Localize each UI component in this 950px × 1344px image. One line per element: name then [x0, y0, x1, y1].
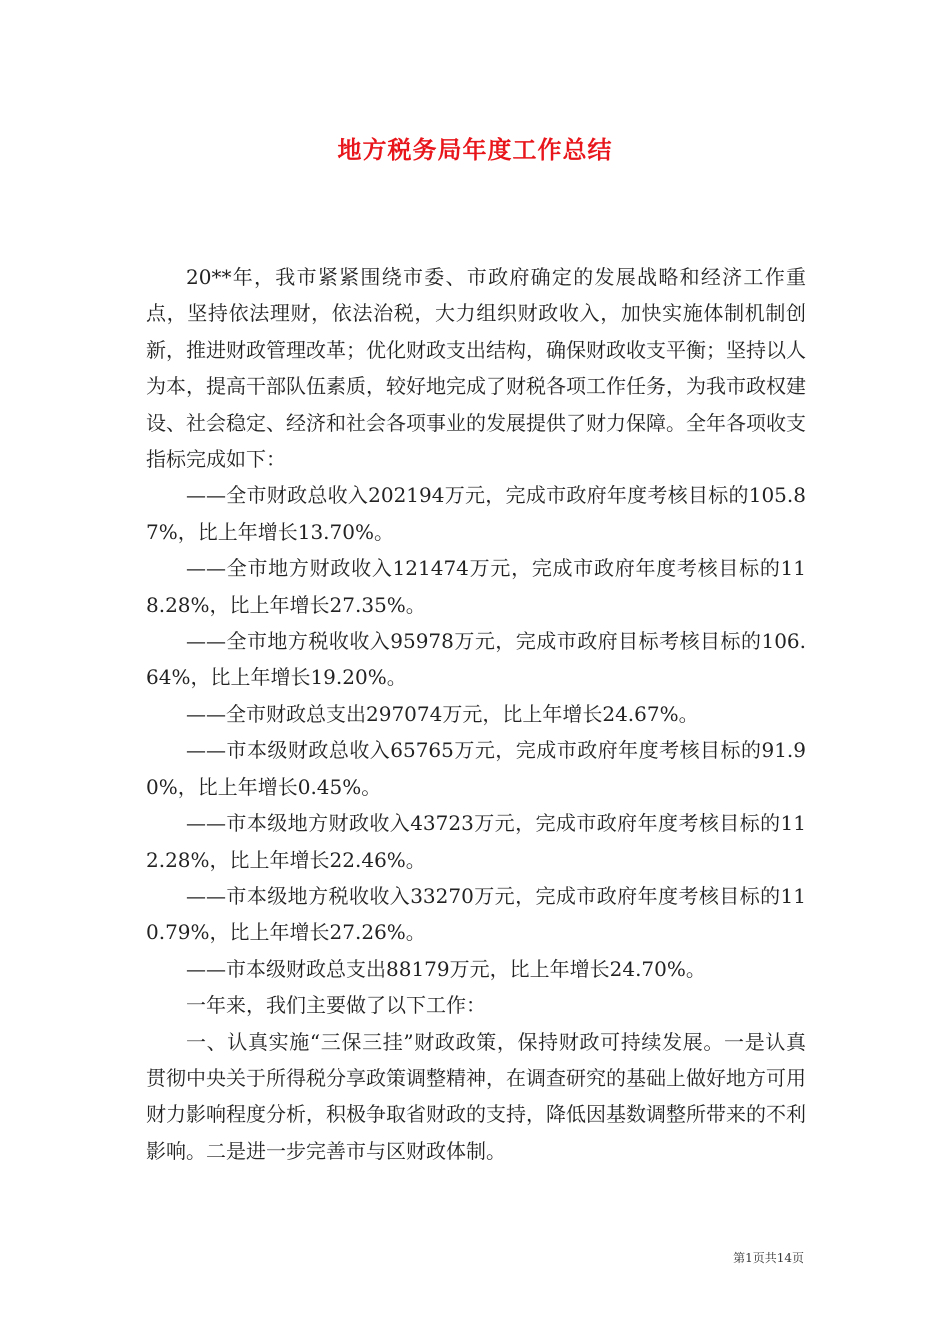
- document-body: [146, 259, 806, 1169]
- paragraph-item: ——市本级地方财政收入43723万元，完成市政府年度考核目标的112.28%，比上年增长22.46%。: [146, 811, 806, 872]
- paragraph-transition: 一年来，我们主要做了以下工作：: [186, 993, 486, 1018]
- paragraph-item: ——市本级地方税收收入33270万元，完成市政府年度考核目标的110.79%，比上年增长27.26%。: [146, 883, 806, 945]
- paragraph-item: ——市本级财政总收入65765万元，完成市政府年度考核目标的91.90%，比上年增长0.45%。: [146, 738, 806, 799]
- document-title: 地方税务局年度工作总结: [337, 135, 613, 164]
- paragraph-item: ——全市财政总支出297074万元，比上年增长24.67%。: [186, 701, 699, 726]
- paragraph-item: ——全市地方税收收入95978万元，完成市政府目标考核目标的106.64%，比上年增长19.20%。: [146, 629, 806, 690]
- paragraph-item: ——全市财政总收入202194万元，完成市政府年度考核目标的105.87%，比上年增长13.70%。: [146, 483, 806, 544]
- paragraph-intro: 20**年，我市紧紧围绕市委、市政府确定的发展战略和经济工作重点，坚持依法理财，依法治税，大力组织财政收入，加快实施体制机制创新，推进财政管理改革；优化财政支出结构，确保财政收支平衡；坚持以人为本，提高干部队伍素质，较好地完成了财税各项工作任务，为我市政权建设、社会稳定、经济和社会各项事业的发展提供了财力保障。全年各项收支指标完成如下：: [146, 265, 806, 472]
- paragraph-section-one: 一、认真实施“三保三挂”财政政策，保持财政可持续发展。一是认真贯彻中央关于所得税分享政策调整精神，在调查研究的基础上做好地方可用财力影响程度分析，积极争取省财政的支持，降低因基数调整所带来的不利影响。二是进一步完善市与区财政体制。: [146, 1029, 806, 1163]
- paragraph-item: ——全市地方财政收入121474万元，完成市政府年度考核目标的118.28%，比上年增长27.35%。: [146, 556, 806, 617]
- paragraph-item: ——市本级财政总支出88179万元，比上年增长24.70%。: [186, 956, 706, 981]
- page-number: 第1页共14页: [733, 1251, 804, 1265]
